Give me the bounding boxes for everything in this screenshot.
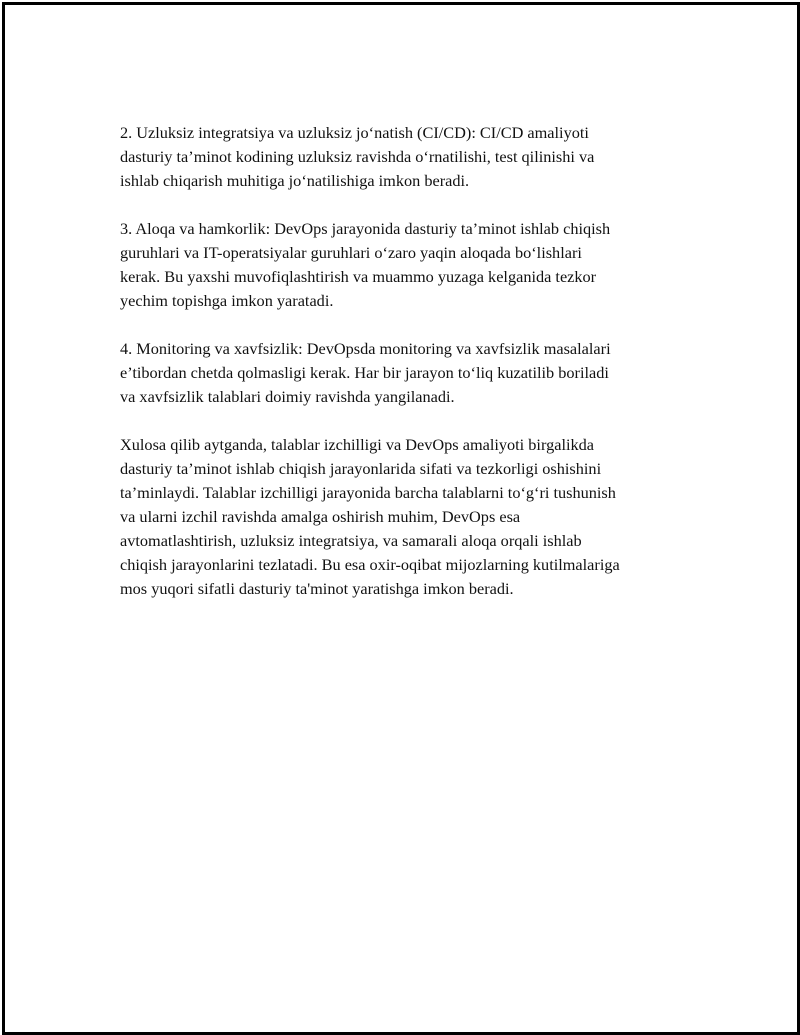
page-frame [2, 2, 800, 1035]
paragraph-communication: 3. Aloqa va hamkorlik: DevOps jarayonida dasturiy ta’minot ishlab chiqish guruhlari va IT-operatsiyalar guruhlari o‘zaro yaqin aloqada bo‘lishlari kerak. Bu yaxshi muvofiqlashtirish va muammo yuzaga kelganida tezkor yechim topishga imkon yaratadi. [120, 219, 611, 310]
paragraph-monitoring: 4. Monitoring va xavfsizlik: DevOpsda monitoring va xavfsizlik masalalari e’tibordan chetda qolmasligi kerak. Har bir jarayon to‘liq kuzatilib boriladi va xavfsizlik talablari doimiy ravishda yangilanadi. [120, 339, 611, 406]
document-body [120, 121, 690, 625]
paragraph-ci-cd: 2. Uzluksiz integratsiya va uzluksiz jo‘natish (CI/CD): CI/CD amaliyoti dasturiy ta’minot kodining uzluksiz ravishda o‘rnatilishi, test qilinishi va ishlab chiqarish muhitiga jo‘natilishiga imkon beradi. [120, 123, 595, 190]
paragraph-conclusion: Xulosa qilib aytganda, talablar izchilligi va DevOps amaliyoti birgalikda dasturiy ta’minot ishlab chiqish jarayonlarida sifati va tezkorligi oshishini ta’minlaydi. Talablar izchilligi jarayonida barcha talablarni to‘g‘ri tushunish va ularni izchil ravishda amalga oshirish muhim, DevOps esa avtomatlashtirish, uzluksiz integratsiya, va samarali aloqa orqali ishlab chiqish jarayonlarini tezlatadi. Bu esa oxir-oqibat mijozlarning kutilmalariga mos yuqori sifatli dasturiy ta'minot yaratishga imkon beradi. [120, 435, 620, 598]
